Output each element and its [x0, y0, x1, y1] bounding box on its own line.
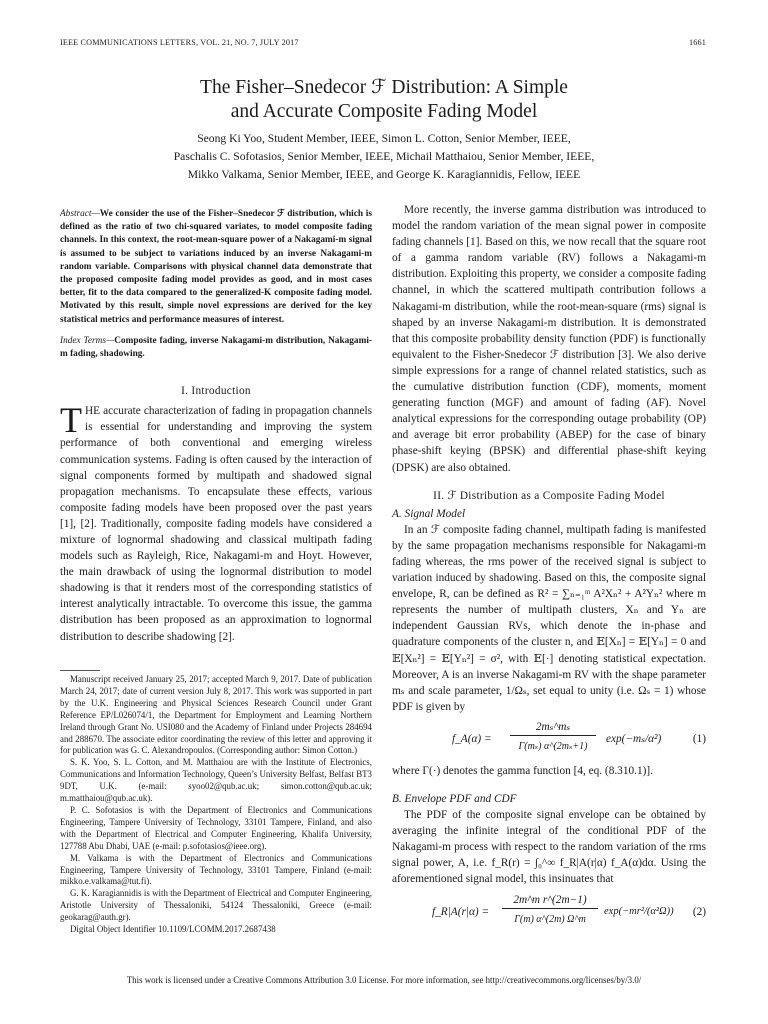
eq1-number: (1) — [692, 732, 706, 745]
subsection-b-heading: B. Envelope PDF and CDF — [392, 793, 517, 805]
footnote-affiliation-1: S. K. Yoo, S. L. Cotton, and M. Matthaiou are with the Institute of Electronics, Communications and Information Technology, Queen’s University Belfast, Belfast BT3 9DT, U.K. (e-mail: syoo02@qub.ac.uk; simon.cotton@qub.ac.uk; m.matthaiou@qub.ac.uk). — [60, 757, 372, 804]
eq2-denominator: Γ(m) α^(2m) Ω^m — [514, 913, 586, 925]
abstract — [60, 208, 372, 327]
intro-paragraph-2: More recently, the inverse gamma distribution was introduced to model the random variation of the mean signal power in composite fading channels [1]. Based on this, we now recall that the square root of a gamma random variable (RV) follows a Nakagami-m distribution. Exploiting this property, we consider a composite fading channel, in which the scattered multipath contribution follows a Nakagami-m distribution, while the root-mean-square (rms) signal is shaped by an inverse Nakagami-m distribution. It is demonstrated that this composite probability density function (PDF) is functionally equivalent to the Fisher-Snedecor ℱ distribution [3]. We also derive simple expressions for a range of channel related statistics, such as the cumulative distribution function (CDF), moments, moment generating function (MGF) and amount of fading (AF). Novel analytical expressions for the corresponding outage probability (OP) and average bit error probability (ABEP) for the case of binary phase-shift keying (BPSK) and differential phase-shift keying (DPSK) are also obtained. — [392, 204, 706, 474]
author-list — [0, 130, 768, 184]
equation-1 — [392, 719, 706, 759]
intro-paragraph-1 — [60, 400, 372, 644]
footnote-affiliation-2: P. C. Sofotasios is with the Department of Electronics and Communications Engineering, Tampere University of Technology, 33101 Tampere, Finland, and also with the Department of Electrical and Computer Engineering, Khalifa University, 127788 Abu Dhabi, UAE (e-mail: p.sofotasios@ieee.org). — [60, 804, 372, 851]
license-notice: This work is licensed under a Creative Commons Attribution 3.0 License. For more information, see http://creativecommons.org/licenses/by/3.0/ — [126, 975, 642, 985]
eq2-number: (2) — [692, 905, 706, 918]
title-line-1: The Fisher–Snedecor ℱ Distribution: A Simple — [200, 77, 568, 98]
eq1-denominator: Γ(mₛ) α^(2mₛ+1) — [518, 740, 588, 752]
eq2-exponential: exp(−mr²/(α²Ω)) — [604, 905, 674, 917]
index-terms-label: Index Terms— — [60, 335, 115, 346]
section-1-heading: I. Introduction — [181, 385, 251, 398]
authors-line-3: Mikko Valkama, Senior Member, IEEE, and George K. Karagiannidis, Fellow, IEEE — [187, 168, 581, 181]
signal-model-paragraph: In an ℱ composite fading channel, multipath fading is manifested by the same propagation mechanisms responsible for Nakagami-m fading whereas, the rms power of the received signal is subject to variation induced by shadowing. Based on this, the composite signal envelope, R, can be defined as R² = ∑ₙ₌₁ᵐ A²Xₙ² + A²Yₙ² where m represents the number of multipath clusters, Xₙ and Yₙ are independent Gaussian RVs, which denote the in-phase and quadrature components of the cluster n, and 𝔼[Xₙ] = 𝔼[Yₙ] = 0 and 𝔼[Xₙ²] = 𝔼[Yₙ²] = σ², with 𝔼[·] denoting statistical expectation. Moreover, A is an inverse Nakagami-m RV with the shape parameter mₛ and scale parameter, 1/Ωₛ, set equal to unity (i.e. Ωₛ = 1) whose PDF is given by — [392, 523, 706, 713]
footnote-affiliation-4: G. K. Karagiannidis is with the Department of Electrical and Computer Engineering, Aristotle University of Thessaloniki, 54124 Thessaloniki, Greece (e-mail: geokarag@auth.gr). — [60, 888, 372, 923]
authors-line-1: Seong Ki Yoo, Student Member, IEEE, Simon L. Cotton, Senior Member, IEEE, — [197, 132, 571, 145]
dropcap-letter: T — [60, 400, 82, 441]
footnotes — [60, 674, 372, 936]
title-line-2: and Accurate Composite Fading Model — [230, 101, 538, 122]
index-terms-text: Composite fading, inverse Nakagami-m distribution, Nakagami-m fading, shadowing. — [60, 335, 372, 360]
abstract-text: We consider the use of the Fisher–Snedecor ℱ distribution, which is defined as the ratio of two chi-squared variates, to model composite fading channels. In this context, the root-mean-square power of a Nakagami-m signal is assumed to be subject to variations induced by an inverse Nakagami-m random variable. Comparisons with physical channel data demonstrate that the proposed composite fading model provides as good, and in most cases better, fit to the data compared to the generalized-K composite fading model. Motivated by this result, simple novel expressions are derived for the key statistical metrics and performance measures of interest. — [60, 209, 372, 325]
footnote-affiliation-3: M. Valkama is with the Department of Electronics and Communications Engineering, Tampere University of Technology, 33101 Tampere, Finland (e-mail: mikko.e.valkama@tut.fi). — [60, 852, 372, 887]
eq2-numerator: 2m^m r^(2m−1) — [502, 892, 598, 909]
section-1-body — [60, 400, 372, 644]
paper-title — [0, 76, 768, 124]
footnote-divider — [60, 670, 100, 671]
subsection-a-heading: A. Signal Model — [392, 507, 466, 520]
right-column — [392, 202, 706, 936]
eq1-numerator: 2mₛ^mₛ — [510, 719, 596, 736]
page-number: 1661 — [689, 38, 706, 47]
gamma-note: where Γ(·) denotes the gamma function [4, eq. (8.310.1)]. — [392, 764, 653, 777]
left-column — [60, 208, 372, 645]
footnote-manuscript: Manuscript received January 25, 2017; accepted March 9, 2017. Date of publication March 24, 2017; date of current version July 8, 2017. This work was supported in part by the U.K. Engineering and Physical Sciences Research Council under Grant Reference EP/L026074/1, the Department for Employment and Learning Northern Ireland through Grant No. USI080 and the Academy of Finland under Projects 284694 and 288670. The associate editor coordinating the review of this letter and approving it for publication was G. C. Alexandropoulos. (Corresponding author: Simon Cotton.) — [60, 674, 372, 756]
footnote-doi: Digital Object Identifier 10.1109/LCOMM.2017.2687438 — [70, 924, 276, 935]
abstract-label: Abstract— — [60, 209, 100, 219]
index-terms — [60, 335, 372, 361]
equation-2 — [392, 892, 706, 932]
authors-line-2: Paschalis C. Sofotasios, Senior Member, IEEE, Michail Matthaiou, Senior Member, IEEE, — [173, 150, 595, 163]
eq2-lhs: f_R|A(r|α) = — [432, 905, 490, 918]
intro-paragraph-1-text: HE accurate characterization of fading in propagation channels is essential for understanding and improving the system performance of both conventional and emerging wireless communication systems. Fading is often caused by the interaction of signal components formed by multipath and shadowed signal propagation mechanisms. To encapsulate these effects, various composite fading models have been proposed over the past years [1], [2]. Traditionally, composite fading models have considered a mixture of lognormal shadowing and classical multipath fading models such as Rayleigh, Rice, Nakagami-m and Hoyt. However, the main drawback of using the lognormal distribution to model shadowing is that it renders most of the corresponding statistics of interest analytically intractable. To overcome this issue, the gamma distribution has been proposed as an approximation to lognormal distribution to describe shadowing [2]. — [60, 405, 372, 643]
journal-header: IEEE COMMUNICATIONS LETTERS, VOL. 21, NO. 7, JULY 2017 — [60, 38, 299, 47]
envelope-paragraph: The PDF of the composite signal envelope can be obtained by averaging the infinite integral of the conditional PDF of the Nakagami-m process with respect to the random variation of the rms signal power, A, i.e. f_R(r) = ∫₀^∞ f_R|A(r|α) f_A(α)dα. Using the aforementioned signal model, this insinuates that — [392, 809, 706, 886]
eq1-exponential: exp(−mₛ/α²) — [606, 732, 662, 745]
section-2-heading: II. ℱ Distribution as a Composite Fading Model — [433, 489, 665, 502]
eq1-lhs: f_A(α) = — [452, 732, 492, 745]
